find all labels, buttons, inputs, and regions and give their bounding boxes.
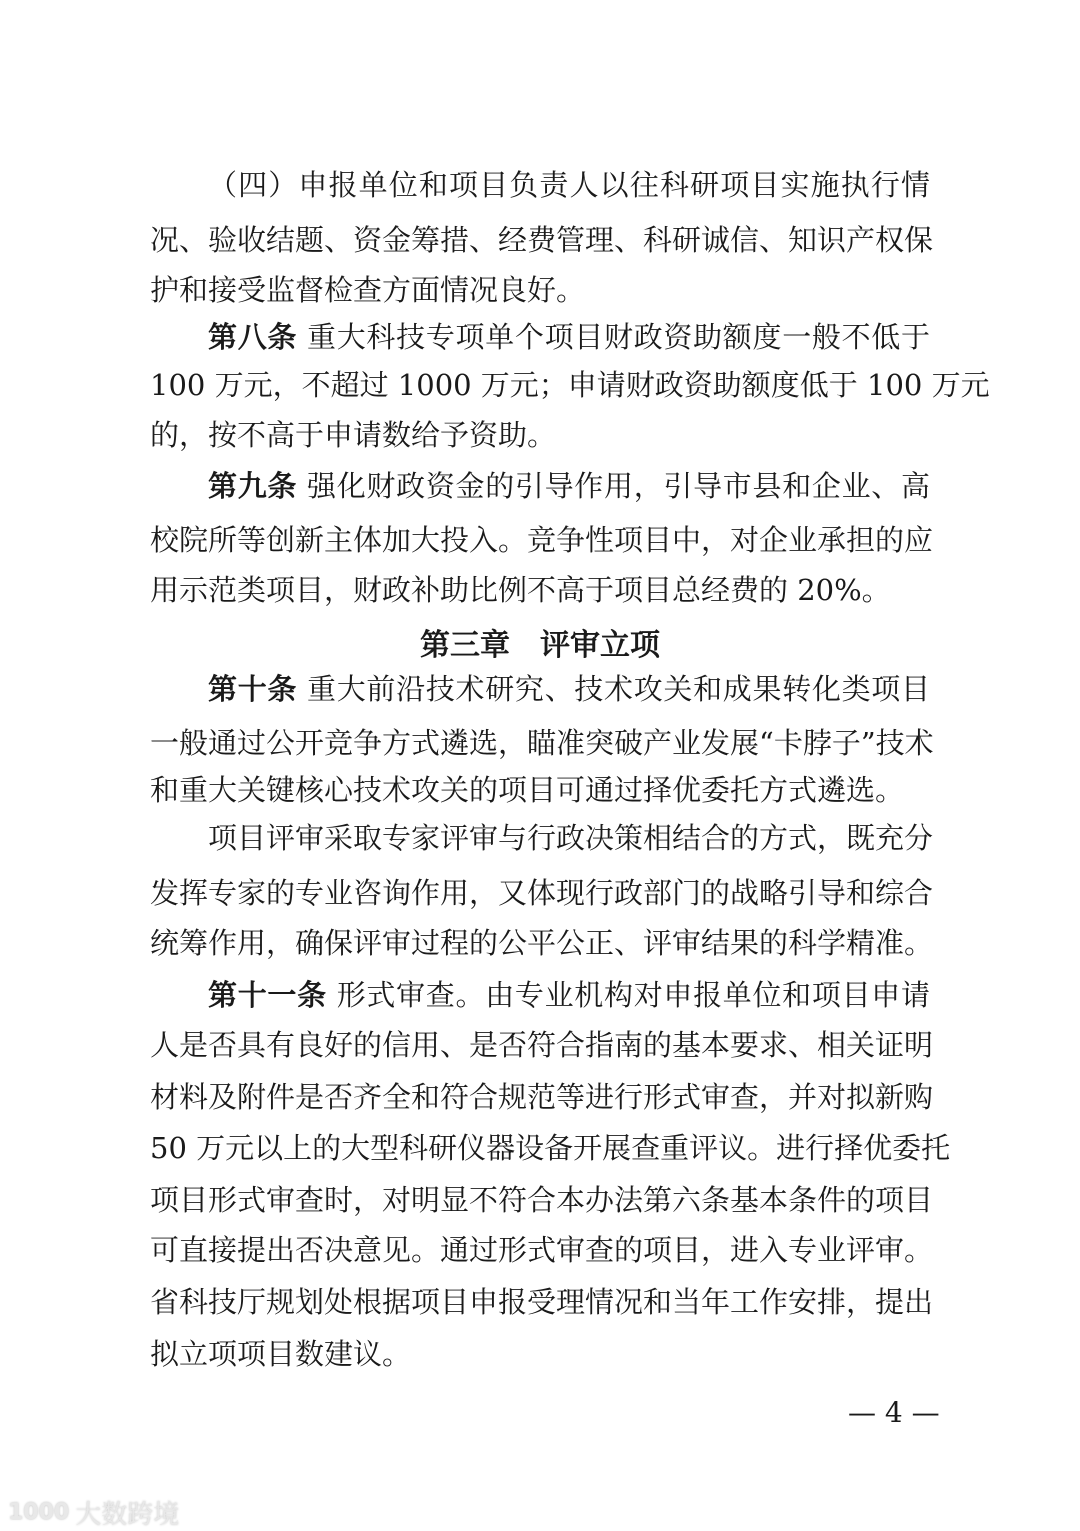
- text-line: [150, 1284, 934, 1320]
- text-line: [150, 1079, 934, 1115]
- text-line: [150, 367, 990, 403]
- article-label: 第十一条: [208, 978, 327, 1012]
- text-line: [150, 772, 930, 808]
- text-line: [208, 820, 934, 856]
- line-text: （四）申报单位和项目负责人以往科研项目实施执行情: [208, 168, 930, 202]
- line-text: 用示范类项目，财政补助比例不高于项目总经费的 20%。: [150, 573, 891, 607]
- text-line: [150, 1232, 934, 1268]
- chapter-heading: 第三章 评审立项: [420, 628, 660, 663]
- line-text: 重大科技专项单个项目财政资助额度一般不低于: [297, 320, 930, 354]
- watermark-text: 大数跨境: [75, 1500, 180, 1530]
- text-line: [208, 977, 930, 1013]
- text-line: [150, 1336, 930, 1372]
- text-line: [150, 875, 934, 911]
- text-line: [150, 417, 930, 453]
- text-line: [208, 468, 930, 504]
- text-line: [150, 1130, 951, 1166]
- line-text: 拟立项项目数建议。: [150, 1337, 412, 1371]
- line-text: 100 万元，不超过 1000 万元；申请财政资助额度低于 100 万元: [150, 368, 990, 402]
- line-text: 校院所等创新主体加大投入。竞争性项目中，对企业承担的应: [150, 523, 934, 557]
- text-line: [208, 671, 930, 707]
- line-text: 一般通过公开竞争方式遴选，瞄准突破产业发展“卡脖子”技术: [150, 726, 934, 760]
- line-text: 50 万元以上的大型科研仪器设备开展查重评议。进行择优委托: [150, 1131, 951, 1165]
- article-label: 第九条: [208, 469, 298, 503]
- text-line: [150, 272, 930, 308]
- line-text: 省科技厅规划处根据项目申报受理情况和当年工作安排，提出: [150, 1285, 934, 1319]
- line-text: 项目评审采取专家评审与行政决策相结合的方式，既充分: [208, 821, 934, 855]
- line-text: 护和接受监督检查方面情况良好。: [150, 273, 586, 307]
- article-label: 第十条: [208, 672, 298, 706]
- text-line: [150, 572, 930, 608]
- line-text: 形式审查。由专业机构对申报单位和项目申请: [326, 978, 930, 1012]
- page-number: — 4 —: [848, 1396, 940, 1429]
- line-text: 况、验收结题、资金筹措、经费管理、科研诚信、知识产权保: [150, 223, 934, 257]
- text-line: [150, 725, 934, 761]
- text-line: [150, 1182, 934, 1218]
- line-text: 统筹作用，确保评审过程的公平公正、评审结果的科学精准。: [150, 926, 934, 960]
- watermark: [8, 1494, 179, 1531]
- text-line: [150, 522, 934, 558]
- line-text: 发挥专家的专业咨询作用，又体现行政部门的战略引导和综合: [150, 876, 934, 910]
- line-text: 材料及附件是否齐全和符合规范等进行形式审查，并对拟新购: [150, 1080, 934, 1114]
- line-text: 强化财政资金的引导作用，引导市县和企业、高: [297, 469, 930, 503]
- article-label: 第八条: [208, 320, 298, 354]
- watermark-logo-icon: 1000: [8, 1500, 70, 1525]
- text-line: [208, 167, 930, 203]
- line-text: 和重大关键核心技术攻关的项目可通过择优委托方式遴选。: [150, 773, 905, 807]
- line-text: 的，按不高于申请数给予资助。: [150, 418, 557, 452]
- text-line: [208, 319, 930, 355]
- line-text: 重大前沿技术研究、技术攻关和成果转化类项目: [297, 672, 930, 706]
- line-text: 可直接提出否决意见。通过形式审查的项目，进入专业评审。: [150, 1233, 934, 1267]
- line-text: 人是否具有良好的信用、是否符合指南的基本要求、相关证明: [150, 1028, 934, 1062]
- text-line: [150, 1027, 934, 1063]
- text-line: [150, 925, 934, 961]
- line-text: 项目形式审查时，对明显不符合本办法第六条基本条件的项目: [150, 1183, 934, 1217]
- text-line: [150, 222, 934, 258]
